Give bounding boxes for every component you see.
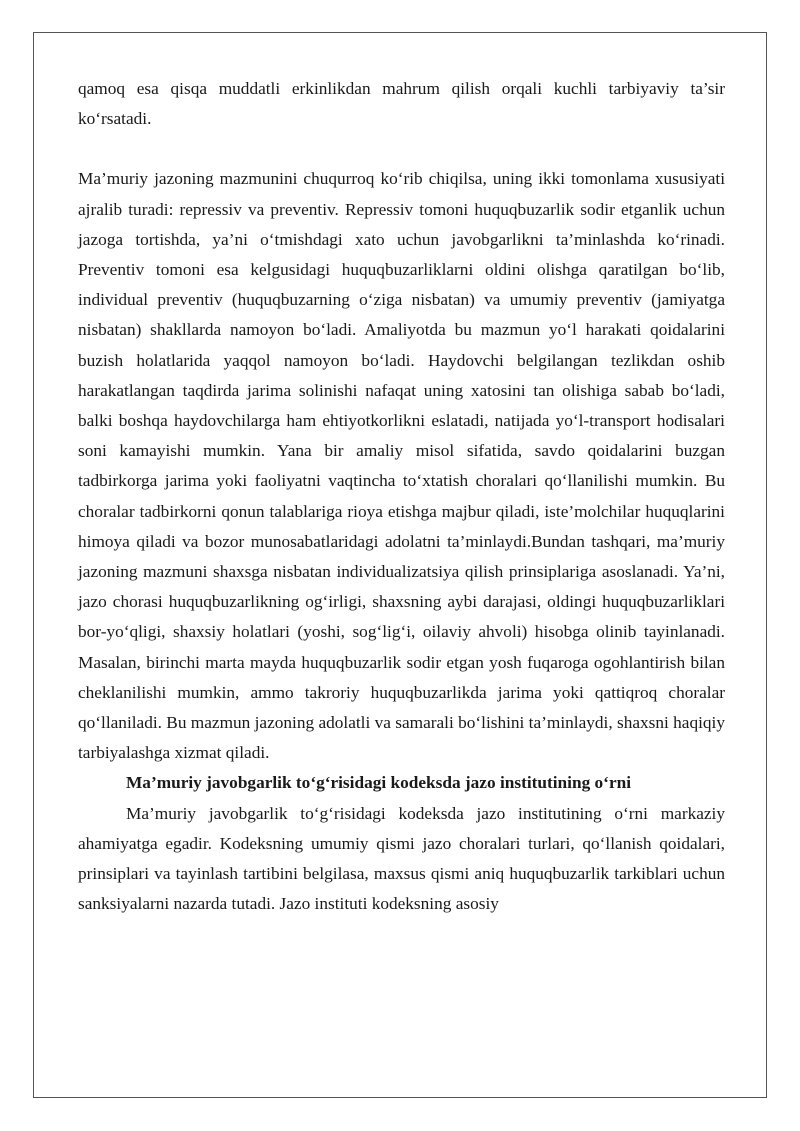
paragraph-spacer [78, 134, 725, 164]
paragraph-main: Ma’muriy jazoning mazmunini chuqurroq ko‘rib chiqilsa, uning ikki tomonlama xususiyati ajralib turadi: repressiv va preventiv. Repressiv tomoni huquqbuzarlik sodir etganlik uchun jazoga tortishda, ya’ni o‘tmishdagi xato uchun javobgarlikni ta’minlashda ko‘rinadi. Preventiv tomoni esa kelgusidagi huquqbuzarliklarni oldini olishga qaratilgan bo‘lib, individual preventiv (huquqbuzarning o‘ziga nisbatan) va umumiy preventiv (jamiyatga nisbatan) shakllarda namoyon bo‘ladi. Amaliyotda bu mazmun yo‘l harakati qoidalarini buzish holatlarida yaqqol namoyon bo‘ladi. Haydovchi belgilangan tezlikdan oshib harakatlangan taqdirda jarima solinishi nafaqat uning xatosini tan olishiga sabab bo‘ladi, balki boshqa haydovchilarga ham ehtiyotkorlikni eslatadi, natijada yo‘l-transport hodisalari soni kamayishi mumkin. Yana bir amaliy misol sifatida, savdo qoidalarini buzgan tadbirkorga jarima yoki faoliyatni vaqtincha to‘xtatish choralari qo‘llanilishi mumkin. Bu choralar tadbirkorni qonun talablariga rioya etishga majbur qiladi, iste’molchilar huquqlarini himoya qiladi va bozor munosabatlaridagi adolatni ta’minlaydi.Bundan tashqari, ma’muriy jazoning mazmuni shaxsga nisbatan individualizatsiya qilish prinsiplariga asoslanadi. Ya’ni, jazo chorasi huquqbuzarlikning og‘irligi, shaxsning aybi darajasi, oldingi huquqbuzarliklari bor-yo‘qligi, shaxsiy holatlari (yoshi, sog‘lig‘i, oilaviy ahvoli) hisobga olinib tayinlanadi. Masalan, birinchi marta mayda huquqbuzarlik sodir etgan yosh fuqaroga ogohlantirish bilan cheklanilishi mumkin, ammo takroriy huquqbuzarlikda jarima yoki qattiqroq choralar qo‘llaniladi. Bu mazmun jazoning adolatli va samarali bo‘lishini ta’minlaydi, shaxsni haqiqiy tarbiyalashga xizmat qiladi. [78, 169, 725, 763]
paragraph-intro: qamoq esa qisqa muddatli erkinlikdan mahrum qilish orqali kuchli tarbiyaviy ta’sir ko‘rsatadi. [78, 79, 725, 129]
section-heading: Ma’muriy javobgarlik to‘g‘risidagi kodeksda jazo institutining o‘rni [126, 773, 632, 793]
section-paragraph: Ma’muriy javobgarlik to‘g‘risidagi kodeksda jazo institutining o‘rni markaziy ahamiyatga egadir. Kodeksning umumiy qismi jazo choralari turlari, qo‘llanish qoidalari, prinsiplari va tayinlash tartibini belgilasa, maxsus qismi aniq huquqbuzarlik tarkiblari uchun sanksiyalarni nazarda tutadi. Jazo instituti kodeksning asosiy [78, 803, 725, 914]
document-body [78, 74, 725, 919]
